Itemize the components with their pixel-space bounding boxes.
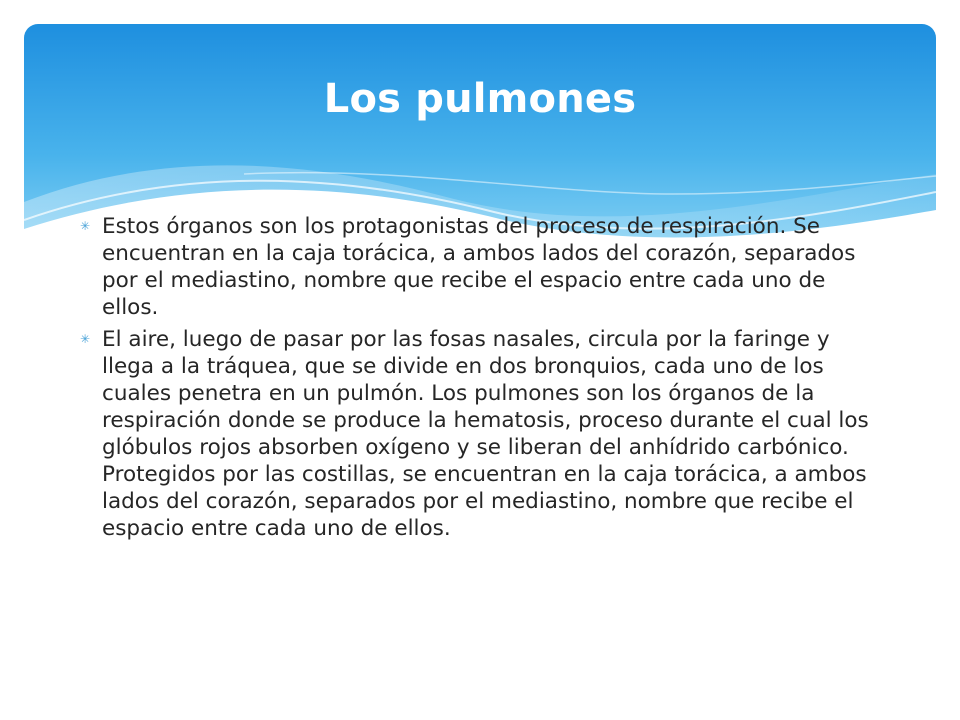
slide-title: Los pulmones	[323, 76, 637, 122]
asterisk-bullet-icon: ✳	[80, 219, 91, 233]
list-item	[80, 326, 870, 542]
list-item	[80, 213, 870, 321]
asterisk-bullet-icon: ✳	[80, 332, 91, 346]
bullet-text: El aire, luego de pasar por las fosas nasales, circula por la faringe y llega a la tráquea, que se divide en dos bronquios, cada uno de los cuales penetra en un pulmón. Los pulmones son los órganos de la respiración donde se produce la hematosis, proceso durante el cual los glóbulos rojos absorben oxígeno y se liberan del anhídrido carbónico. Protegidos por las costillas, se encuentran en la caja torácica, a ambos lados del corazón, separados por el mediastino, nombre que recibe el espacio entre cada uno de ellos.	[102, 327, 869, 541]
bullet-list	[80, 213, 870, 547]
bullet-text: Estos órganos son los protagonistas del proceso de respiración. Se encuentran en la caja torácica, a ambos lados del corazón, separados por el mediastino, nombre que recibe el espacio entre cada uno de ellos.	[102, 214, 856, 320]
